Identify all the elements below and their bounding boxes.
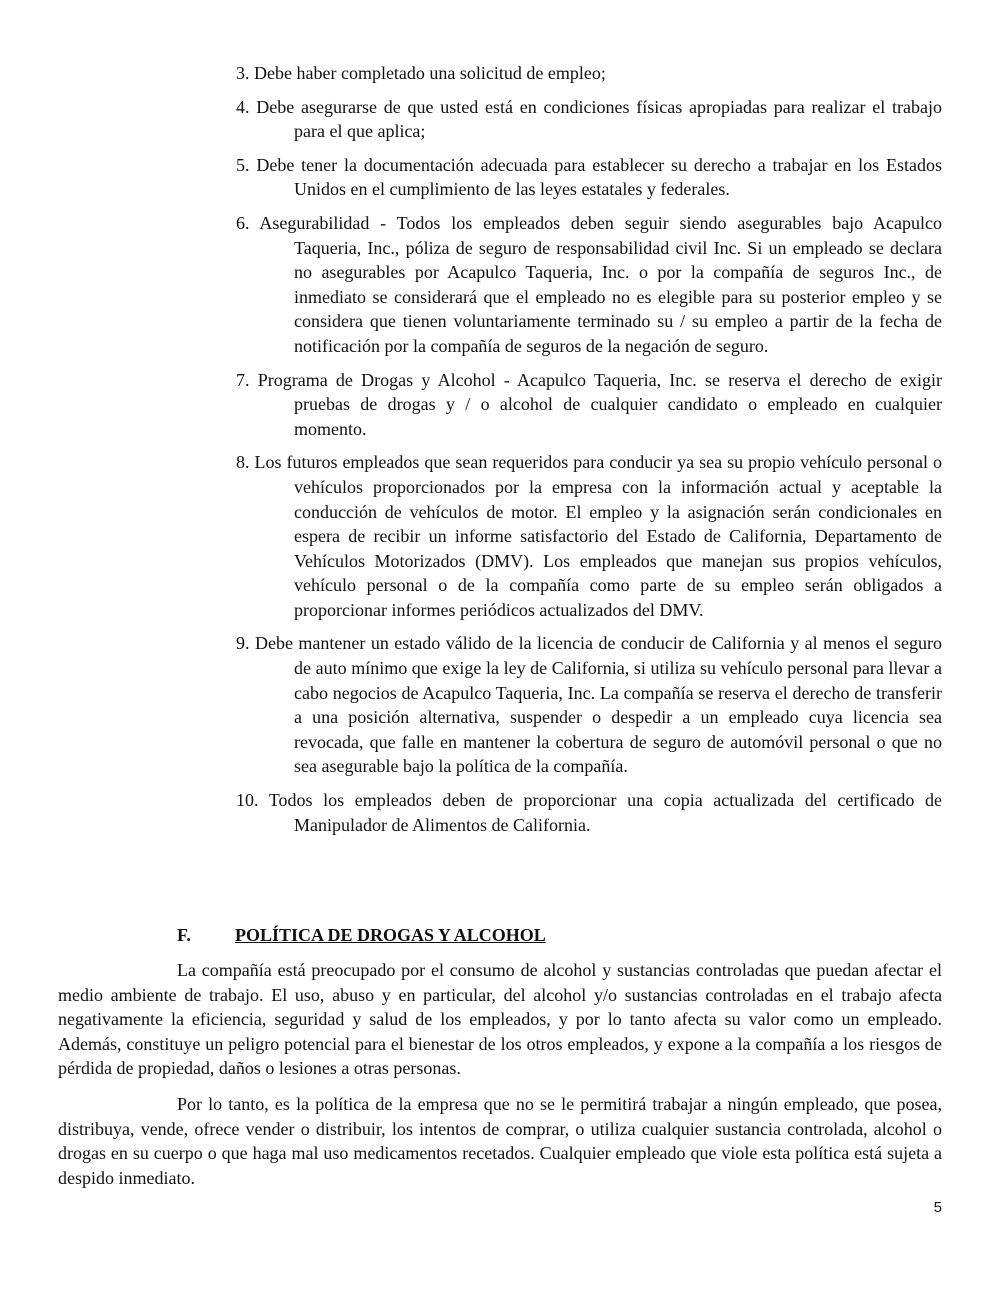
list-item-number: 8. (236, 452, 250, 473)
section-heading (177, 923, 877, 948)
list-item-8 (236, 450, 942, 622)
list-item-4 (236, 95, 942, 144)
body-paragraph: La compañía está preocupado por el consumo de alcohol y sustancias controladas que puedan afectar el medio ambiente de trabajo. El uso, abuso y en particular, del alcohol y/o sustancias controladas en el trabajo afecta negativamente la eficiencia, seguridad y salud de los empleados, y por lo tanto afecta su valor como un empleado. Además, constituye un peligro potencial para el bienestar de los otros empleados, y expone a la compañía a los riesgos de pérdida de propiedad, daños o lesiones a otras personas. (58, 960, 942, 1079)
list-item-text: Debe tener la documentación adecuada para establecer su derecho a trabajar en los Estados Unidos en el cumplimiento de las leyes estatales y federales. (256, 154, 943, 200)
requirements-list (236, 61, 942, 846)
list-item-text: Los futuros empleados que sean requeridos para conducir ya sea su propio vehículo personal o vehículos proporcionados por la empresa con la información actual y aceptable la conducción de vehículos de motor. El empleo y la asignación serán condicionales en espera de recibir un informe satisfactorio del Estado de California, Departamento de Vehículos Motorizados (DMV). Los empleados que manejan sus propios vehículos, vehículo personal o de la compañía como parte de su empleo serán obligados a proporcionar informes periódicos actualizados del DMV. (254, 452, 942, 620)
list-item-text: Debe haber completado una solicitud de empleo; (254, 63, 606, 83)
section-title: POLÍTICA DE DROGAS Y ALCOHOL (235, 925, 546, 945)
list-item-number: 4. (236, 96, 250, 117)
list-item-number: 7. (236, 369, 250, 390)
list-item-3 (236, 61, 942, 86)
section-letter: F. (177, 925, 191, 945)
list-item-text: Asegurabilidad - Todos los empleados deben seguir siendo asegurables bajo Acapulco Taqueria, Inc., póliza de seguro de responsabilidad civil Inc. Si un empleado se declara no asegurables por Acapulco Taqueria, Inc. o por la compañía de seguros Inc., de inmediato se considerará que el empleado no es elegible para su posterior empleo y se considera que tienen voluntariamente terminado su / su empleo a partir de la fecha de notificación por la compañía de seguros de la negación de seguro. (259, 212, 942, 356)
body-paragraph: Por lo tanto, es la política de la empresa que no se le permitirá trabajar a ningún empleado, que posea, distribuya, vende, ofrece vender o distribuir, los intentos de comprar, o utiliza cualquier sustancia controlada, alcohol o drogas en su cuerpo o que haga mal uso medicamentos recetados. Cualquier empleado que viole esta política está sujeta a despido inmediato. (58, 1094, 942, 1188)
list-item-number: 6. (236, 212, 250, 233)
page-number: 5 (933, 1199, 942, 1216)
list-item-number: 3. (236, 63, 250, 83)
list-item-number: 5. (236, 154, 250, 175)
list-item-5 (236, 153, 942, 202)
list-item-text: Debe mantener un estado válido de la licencia de conducir de California y al menos el seguro de auto mínimo que exige la ley de California, si utiliza su vehículo personal para llevar a cabo negocios de Acapulco Taqueria, Inc. La compañía se reserva el derecho de transferir a una posición alternativa, suspender o despedir a un empleado cuya licencia sea revocada, que falle en mantener la cobertura de seguro de automóvil personal o que no sea asegurable bajo la política de la compañía. (254, 633, 943, 777)
list-item-10 (236, 788, 942, 837)
list-item-9 (236, 631, 942, 779)
list-item-7 (236, 368, 942, 442)
list-item-text: Debe asegurarse de que usted está en condiciones físicas apropiadas para realizar el trabajo para el que aplica; (256, 96, 942, 142)
list-item-text: Programa de Drogas y Alcohol - Acapulco Taqueria, Inc. se reserva el derecho de exigir pruebas de drogas y / o alcohol de cualquier candidato o empleado en cualquier momento. (257, 369, 943, 439)
list-item-6 (236, 211, 942, 359)
list-item-number: 10. (236, 790, 259, 811)
list-item-number: 9. (236, 633, 250, 654)
list-item-text: Todos los empleados deben de proporcionar una copia actualizada del certificado de Manipulador de Alimentos de California. (268, 790, 942, 835)
